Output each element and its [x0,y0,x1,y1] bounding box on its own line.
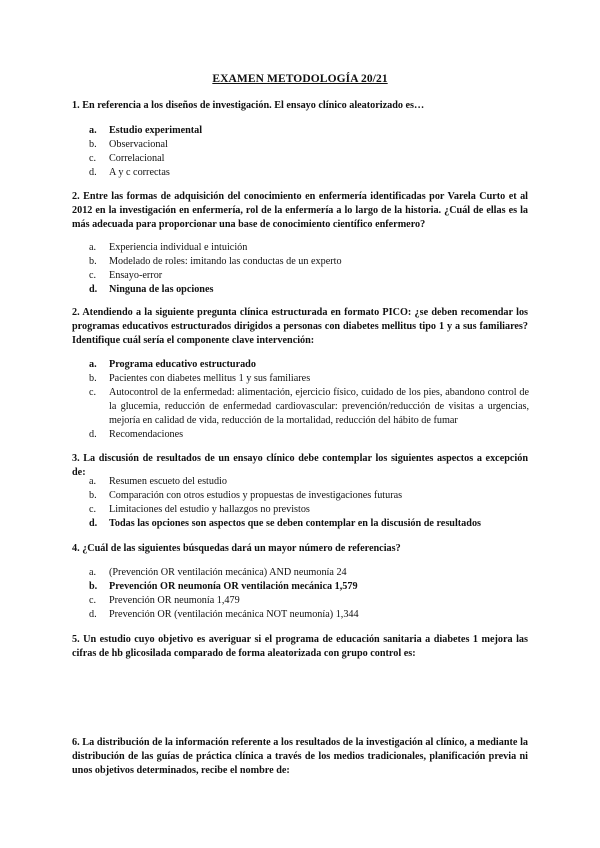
option-letter: c. [89,387,97,398]
option-letter: d. [89,429,97,440]
option-letter: c. [89,504,97,515]
option-5b [89,580,529,594]
option-text: A y c correctas [109,167,170,178]
option-2a [89,241,529,255]
option-text: (Prevención OR ventilación mecánica) AND neumonía 24 [109,567,347,578]
option-3a [89,358,529,372]
question-3: 2. Atendiendo a la siguiente pregunta clínica estructurada en formato PICO: ¿se deben recomendar los programas educativos estructurados dirigidos a personas con diabetes mellitus tipo 1 y a sus familiares? Identifique cuál sería el componente clave intervención: [72,307,528,346]
option-letter: c. [89,153,97,164]
option-letter: b. [89,373,97,384]
option-letter: d. [89,518,98,529]
question-6: 6. La distribución de la información referente a los resultados de la investigación al clínico, a mediante la distribución de las guías de práctica clínica a través de los medios tradicionales, planificación previa ni unos objetivos determinados, recibe el nombre de: [72,737,528,776]
option-5d [89,608,529,622]
option-text: Resumen escueto del estudio [109,476,227,487]
option-letter: a. [89,567,97,578]
question-4: 3. La discusión de resultados de un ensayo clínico debe contemplar los siguientes aspectos a excepción de: [72,453,528,478]
option-1c [89,152,529,166]
question-5: 4. ¿Cuál de las siguientes búsquedas dará un mayor número de referencias? [72,543,401,554]
option-text: Modelado de roles: imitando las conductas de un experto [109,256,342,267]
option-letter: d. [89,167,97,178]
option-4c [89,503,529,517]
options-5 [89,566,529,622]
option-text: Todas las opciones son aspectos que se deben contemplar en la discusión de resultados [109,518,481,529]
option-text: Prevención OR neumonía 1,479 [109,595,240,606]
option-text: Prevención OR (ventilación mecánica NOT neumonía) 1,344 [109,609,359,620]
option-2b [89,255,529,269]
option-2c [89,269,529,283]
option-letter: b. [89,490,97,501]
option-1a [89,124,529,138]
option-letter: b. [89,139,97,150]
option-1b [89,138,529,152]
option-text: Estudio experimental [109,125,203,136]
option-5c [89,594,529,608]
option-letter: b. [89,581,98,592]
option-text: Autocontrol de la enfermedad: alimentación, ejercicio físico, cuidado de los pies, abandono control de la glucemia, reducción de enfermedad cardiovascular: prevención/reducción de visitas a urgencias, mejoría en calidad de vida, reducción de la mortalidad, reducción del hábito de fumar [109,387,529,426]
option-1d [89,166,529,180]
option-text: Programa educativo estructurado [109,359,256,370]
option-4d [89,517,529,531]
option-letter: a. [89,125,97,136]
option-text: Experiencia individual e intuición [109,242,248,253]
question-2: 2. Entre las formas de adquisición del conocimiento en enfermería identificadas por Varela Curto et al 2012 en la investigación en enfermería, rol de la enfermería a lo largo de la historia. ¿Cuál de ellas es la más adecuada para proporcionar una base de conocimiento científico enfermero? [72,191,528,230]
options-2 [89,241,529,297]
option-letter: a. [89,242,97,253]
option-3d [89,428,529,442]
option-letter: b. [89,256,97,267]
option-3c [89,386,529,428]
option-text: Recomendaciones [109,429,184,440]
option-letter: d. [89,609,97,620]
option-text: Ensayo-error [109,270,163,281]
question-1: 1. En referencia a los diseños de investigación. El ensayo clínico aleatorizado es… [72,100,425,111]
option-letter: d. [89,284,98,295]
options-4 [89,475,529,531]
page-title: EXAMEN METODOLOGÍA 20/21 [212,73,388,85]
option-letter: c. [89,270,97,281]
option-2d [89,283,529,297]
option-text: Pacientes con diabetes mellitus 1 y sus familiares [109,373,311,384]
option-4a [89,475,529,489]
options-3 [89,358,529,442]
option-4b [89,489,529,503]
option-text: Ninguna de las opciones [109,284,214,295]
option-letter: a. [89,476,97,487]
option-5a [89,566,529,580]
question-6: 5. Un estudio cuyo objetivo es averiguar si el programa de educación sanitaria a diabetes 1 mejora las cifras de hb glicosilada comparado de forma aleatorizada con grupo control es: [72,634,528,659]
option-text: Limitaciones del estudio y hallazgos no previstos [109,504,310,515]
option-text: Prevención OR neumonía OR ventilación mecánica 1,579 [109,581,358,592]
option-3b [89,372,529,386]
option-text: Correlacional [109,153,165,164]
option-text: Observacional [109,139,168,150]
option-letter: a. [89,359,97,370]
option-text: Comparación con otros estudios y propuestas de investigaciones futuras [109,490,403,501]
options-1 [89,124,529,180]
option-letter: c. [89,595,97,606]
